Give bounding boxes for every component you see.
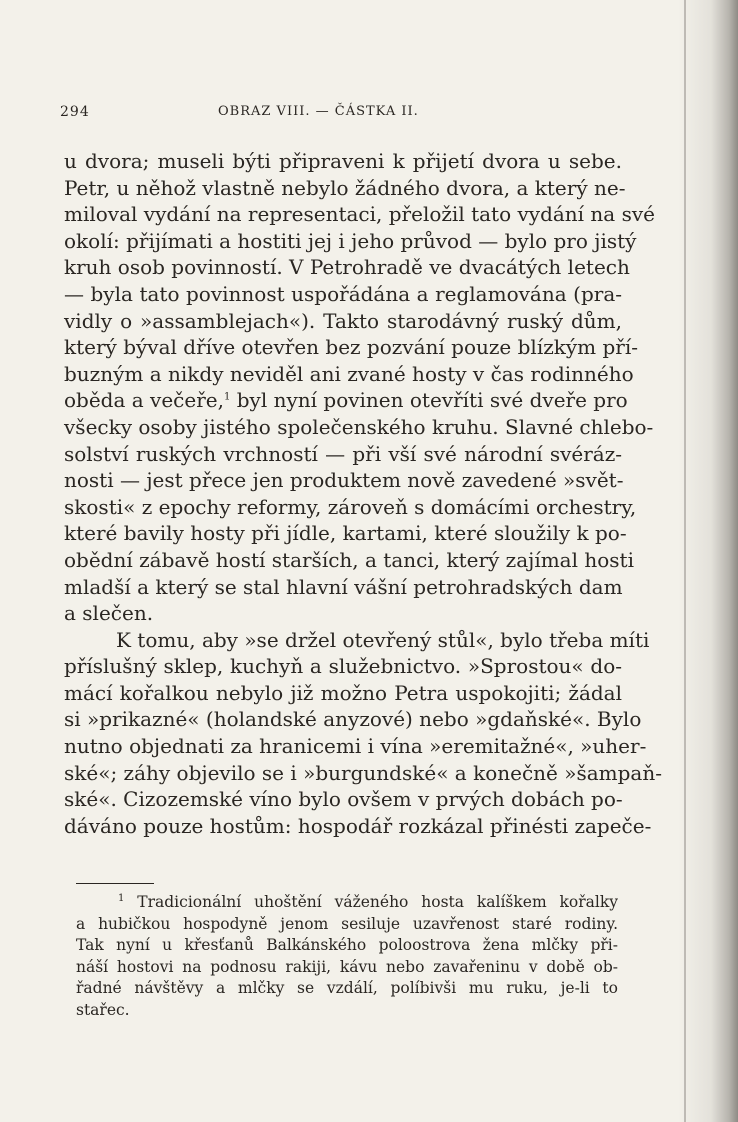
text-line: skosti« z epochy reformy, zároveň s domácími orchestry,	[64, 494, 637, 519]
text-line-with-footnote-ref	[64, 387, 628, 414]
text-line: solství ruských vrchností — při vší své národní svéráz-	[64, 441, 622, 466]
footnote-line	[76, 892, 618, 914]
footnote-line: Tak nyní u křesťanů Balkánského poloostrova žena mlčky při-	[76, 936, 618, 955]
page-gutter-shadow	[678, 0, 738, 1122]
running-head-title: OBRAZ VIII. — ČÁSTKA II.	[218, 104, 419, 119]
text-line: nosti — jest přece jen produktem nově zavedené »svět-	[64, 468, 624, 493]
text-line: ské«; záhy objevilo se i »burgundské« a konečně »šampaň-	[64, 760, 662, 785]
text-line: nutno objednati za hranicemi i vína »eremitažné«, »uher-	[64, 734, 647, 759]
footnote-reference[interactable]: 1	[223, 391, 231, 403]
text-line: ské«. Cizozemské víno bylo ovšem v prvých dobách po-	[64, 787, 623, 812]
footnote-marker: 1	[118, 892, 125, 904]
text-line: u dvora; museli býti připraveni k přijetí dvora u sebe.	[64, 149, 622, 173]
text-line: všecky osoby jistého společenského kruhu. Slavné chlebo-	[64, 414, 654, 439]
running-head	[60, 104, 480, 128]
body-text	[64, 148, 662, 839]
footnote-line: stařec.	[76, 1000, 130, 1019]
footnote-line: řadné návštěvy a mlčky se vzdálí, políbivši mu ruku, je-li to	[76, 979, 618, 998]
text-line: dáváno pouze hostům: hospodář rozkázal přinésti zapeče-	[64, 813, 652, 838]
text-line: miloval vydání na representaci, přeložil tato vydání na své	[64, 202, 655, 227]
footnote-line: náší hostovi na podnosu rakiji, kávu nebo zavařeninu v době ob-	[76, 957, 618, 976]
text-line: vidly o »assamblejach«). Takto starodávný ruský dům,	[64, 308, 622, 333]
binding-edge	[684, 0, 686, 1122]
text-line: a slečen.	[64, 601, 154, 626]
text-line: mácí kořalkou nebylo již možno Petra uspokojiti; žádal	[64, 680, 622, 705]
text-line: který býval dříve otevřen bez pozvání pouze blízkým pří-	[64, 335, 639, 360]
text-line: buzným a nikdy neviděl ani zvané hosty v čas rodinného	[64, 361, 634, 386]
paragraph-start-line: K tomu, aby »se držel otevřený stůl«, bylo třeba míti	[116, 627, 650, 652]
text-line: Petr, u něhož vlastně nebylo žádného dvora, a který ne-	[64, 175, 626, 200]
text-line: mladší a který se stal hlavní vášní petrohradských dam	[64, 574, 623, 599]
text-line: si »prikazné« (holandské anyzové) nebo »gdaňské«. Bylo	[64, 707, 642, 732]
footnote-block	[76, 892, 618, 1022]
text-line: které bavily hosty při jídle, kartami, které sloužily k po-	[64, 521, 627, 546]
line-text-before: oběda a večeře,	[64, 388, 224, 413]
footnote-text: Tradicionální uhoštění váženého hosta kalíškem kořalky	[137, 893, 618, 911]
line-text-after: byl nyní povinen otevříti své dveře pro	[230, 388, 628, 413]
text-line: kruh osob povinností. V Petrohradě ve dvacátých letech	[64, 255, 630, 280]
footnote-divider	[76, 883, 154, 884]
text-line: příslušný sklep, kuchyň a služebnictvo. »Sprostou« do-	[64, 654, 622, 679]
text-line: obědní zábavě hostí starších, a tanci, který zajímal hosti	[64, 547, 634, 572]
text-line: okolí: přijímati a hostiti jej i jeho průvod — bylo pro jistý	[64, 228, 637, 253]
page-number: 294	[60, 104, 90, 120]
footnote-line: a hubičkou hospodyně jenom sesiluje uzavřenost staré rodiny.	[76, 914, 618, 933]
text-line: — byla tato povinnost uspořádána a reglamována (pra-	[64, 281, 622, 306]
